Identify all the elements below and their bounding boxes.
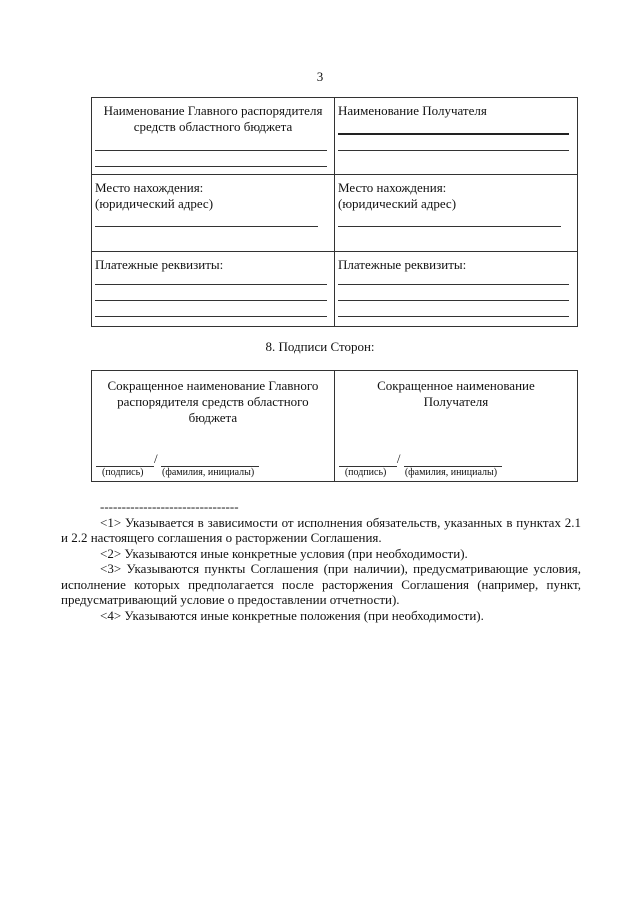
fill-line [338, 226, 561, 227]
fill-line [95, 284, 327, 285]
fill-line [338, 316, 569, 317]
footnote-item: <4> Указываются иные конкретные положения (при необходимости). [100, 607, 484, 623]
chief-distributor-name-label: Наименование Главного распорядителя средств областного бюджета [103, 103, 323, 134]
page-number: 3 [316, 69, 324, 84]
recipient-short-name-label: Сокращенное наименование Получателя [377, 378, 535, 409]
address-label: Место нахождения: [338, 180, 447, 195]
signatures-table [91, 370, 578, 482]
table-row [92, 98, 578, 175]
fill-line [95, 316, 327, 317]
caption-signature: (подпись) [344, 467, 387, 478]
caption-signature: (подпись) [102, 467, 144, 478]
footnotes [61, 499, 581, 623]
signature-captions [345, 465, 513, 481]
recipient-payment-cell [335, 252, 578, 327]
footnote-item: <3> Указываются пункты Соглашения (при наличии), предусматривающие условия, исполнение которых предполагается после расторжения Соглашения (например, пункт, предусматривающий условие о предоставлении отчетности). [61, 561, 581, 607]
recipient-address-cell [335, 175, 578, 252]
address-sublabel: (юридический адрес) [95, 196, 214, 211]
signatures-section-title: 8. Подписи Сторон: [265, 339, 375, 354]
table-row [92, 175, 578, 252]
signature-captions [102, 465, 270, 481]
party-details-table [91, 97, 578, 327]
recipient-name-cell [335, 98, 578, 175]
address-sublabel: (юридический адрес) [338, 196, 457, 211]
signature-slash: / [396, 451, 401, 466]
footnote-separator: -------------------------------- [100, 499, 239, 514]
payment-details-label: Платежные реквизиты: [95, 257, 224, 272]
recipient-signature-cell [334, 371, 577, 482]
address-label: Место нахождения: [95, 180, 204, 195]
fill-line [338, 284, 569, 285]
fill-line [338, 133, 569, 135]
chief-distributor-short-name-label: Сокращенное наименование Главного распорядителя средств областного бюджета [107, 378, 319, 425]
fill-line [95, 300, 327, 301]
footnote-item: <2> Указываются иные конкретные условия (при необходимости). [100, 545, 468, 561]
chief-distributor-payment-cell [92, 252, 335, 327]
chief-distributor-signature-cell [92, 371, 335, 482]
payment-details-label: Платежные реквизиты: [338, 257, 467, 272]
fill-line [95, 150, 327, 151]
fill-line [95, 166, 327, 167]
caption-name: (фамилия, инициалы) [162, 467, 255, 478]
chief-distributor-address-cell [92, 175, 335, 252]
table-row [92, 371, 578, 482]
footnote-item: <1> Указывается в зависимости от исполнения обязательств, указанных в пунктах 2.1 и 2.2 настоящего соглашения о расторжении Соглашения. [61, 514, 581, 545]
signature-slash: / [154, 451, 158, 466]
caption-name: (фамилия, инициалы) [404, 467, 498, 478]
recipient-name-label: Наименование Получателя [338, 103, 487, 118]
fill-line [338, 300, 569, 301]
fill-line [338, 150, 569, 151]
fill-line [95, 226, 318, 227]
chief-distributor-name-cell [92, 98, 335, 175]
table-row [92, 252, 578, 327]
